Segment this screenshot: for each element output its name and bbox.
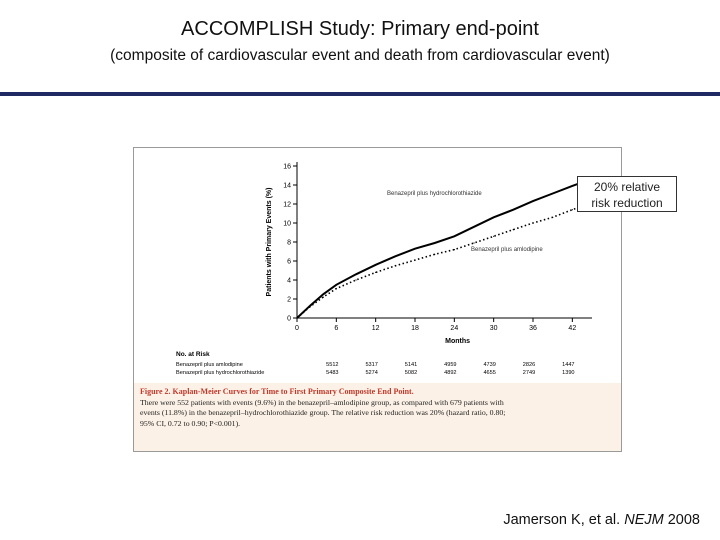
x-tick-label: 18 [411,325,419,332]
series-1-point [434,242,435,243]
series-1-point [552,193,553,194]
citation-authors: Jamerson K, et al. [503,512,625,528]
x-tick-label: 12 [371,325,380,332]
series-2-point [395,265,396,266]
at-risk-value: 5512 [326,362,339,368]
series-2-point [572,209,573,210]
slide-title: ACCOMPLISH Study: Primary end-point [181,18,539,40]
figure-caption-title: Figure 2. Kaplan-Meier Curves for Time to First Primary Composite End Point. [140,387,414,396]
series-2-point [493,236,494,237]
at-risk-value: 2826 [522,362,536,368]
at-risk-value: 5483 [326,370,339,376]
series-2-point [414,259,415,260]
at-risk-header: No. at Risk [176,351,210,358]
series-1-point [395,256,396,257]
series-1-point [572,185,573,186]
y-tick-label: 12 [283,201,291,209]
slide-subtitle: (composite of cardiovascular event and death from cardiovascular event) [110,47,610,64]
x-tick-label: 0 [295,325,299,332]
series-2-point [454,249,455,250]
series-2-point [552,217,553,218]
series-1-point [532,201,533,202]
x-tick-label: 36 [529,325,537,332]
series-1-point [473,226,474,227]
km-chart [134,148,621,383]
x-tick-label: 42 [568,325,577,332]
series-1-point [323,294,324,295]
at-risk-value: 5141 [404,362,418,368]
x-tick-label: 30 [489,325,498,332]
series-1-point [336,284,337,285]
series-label-amlodipine: Benazepril plus amlodipine [471,247,543,253]
callout-line-2: risk reduction [591,196,663,210]
series-1-point [454,236,455,237]
figure-caption-line-3: 95% CI, 0.72 to 0.90; P<0.001). [140,418,241,428]
figure-caption [134,383,621,451]
at-risk-value: 2749 [522,370,536,376]
at-risk-value: 1447 [562,362,575,368]
series-1-point [414,248,415,249]
callout-line-1: 20% relative [593,180,661,194]
at-risk-value: 1390 [562,370,575,376]
y-tick-label: 14 [283,182,291,190]
series-2-point [355,279,356,280]
series-1-point [513,209,514,210]
series-2-point [532,222,533,223]
at-risk-value: 5082 [404,370,418,376]
x-axis-label: Months [445,338,471,345]
at-risk-value: 4655 [483,370,496,376]
y-tick-label: 6 [287,258,291,266]
series-1-point [493,217,494,218]
y-tick-label: 16 [283,163,291,171]
km-figure [133,147,622,452]
series-1-point [375,264,376,265]
series-2-point [296,317,297,318]
y-axis-label: Patients with Primary Events (%) [266,187,273,297]
citation [503,512,700,528]
at-risk-value: 4892 [444,370,457,376]
y-tick-label: 2 [287,296,291,304]
at-risk-value: 5317 [365,362,378,368]
y-tick-label: 4 [287,277,291,285]
y-tick-label: 10 [283,220,291,228]
series-1-point [355,274,356,275]
series-2-point [310,306,311,307]
series-line-2 [297,205,585,318]
figure-caption-line-1: There were 552 patients with events (9.6%) in the benazepril–amlodipine group, as compared with 679 patients with [140,397,504,407]
at-risk-value: 4959 [444,362,457,368]
citation-year: 2008 [663,512,700,528]
series-2-point [434,254,435,255]
at-risk-row-label: Benazepril plus hydrochlorothiazide [176,370,265,376]
figure-caption-line-2: events (11.8%) in the benazepril–hydrochlorothiazide group. The relative risk reduction was 20% (hazard ratio, 0.80; [140,408,506,417]
citation-journal: NEJM [624,512,664,528]
y-tick-label: 0 [287,315,291,323]
x-tick-label: 6 [334,325,339,332]
title-divider [0,92,720,96]
series-2-point [513,229,514,230]
at-risk-row-label: Benazepril plus amlodipine [176,362,243,368]
series-2-point [375,272,376,273]
series-2-point [323,297,324,298]
series-label-hctz: Benazepril plus hydrochlorothiazide [387,191,482,197]
series-2-point [473,242,474,243]
series-2-point [336,288,337,289]
y-tick-label: 8 [287,239,291,247]
at-risk-value: 5274 [365,370,378,376]
risk-reduction-callout [577,176,677,212]
x-tick-label: 24 [450,325,459,332]
at-risk-value: 4739 [483,362,496,368]
